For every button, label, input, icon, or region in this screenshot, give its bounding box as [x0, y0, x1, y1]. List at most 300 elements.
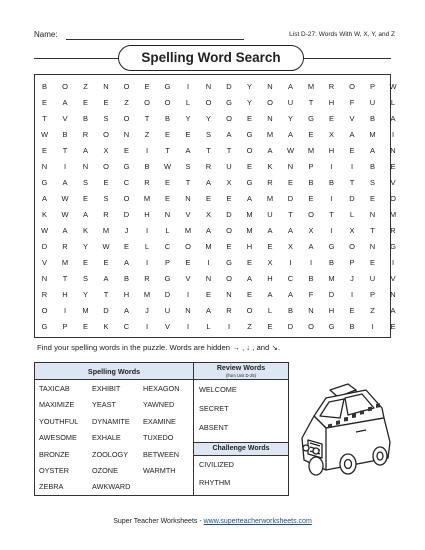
grid-letter[interactable]: X	[349, 226, 355, 235]
grid-letter[interactable]: R	[328, 82, 335, 91]
grid-letter[interactable]: B	[62, 130, 68, 139]
grid-letter[interactable]: S	[103, 194, 109, 203]
grid-letter[interactable]: V	[349, 114, 355, 123]
grid-letter[interactable]: B	[287, 306, 293, 315]
grid-letter[interactable]: O	[123, 82, 130, 91]
grid-letter[interactable]: O	[123, 114, 130, 123]
grid-letter[interactable]: D	[164, 290, 171, 299]
grid-letter[interactable]: Y	[185, 114, 191, 123]
grid-letter[interactable]: E	[246, 258, 252, 267]
grid-letter[interactable]: X	[267, 258, 273, 267]
grid-letter[interactable]: D	[349, 194, 355, 203]
grid-letter[interactable]: D	[226, 210, 232, 219]
grid-letter[interactable]: Y	[205, 114, 211, 123]
grid-letter[interactable]: R	[267, 178, 273, 187]
grid-letter[interactable]: N	[185, 194, 191, 203]
grid-letter[interactable]: I	[145, 226, 149, 235]
grid-letter[interactable]: H	[246, 242, 253, 251]
grid-letter[interactable]: I	[330, 226, 333, 235]
grid-letter[interactable]: E	[103, 98, 109, 107]
grid-letter[interactable]: A	[62, 98, 68, 107]
grid-letter[interactable]: R	[226, 306, 232, 315]
grid-letter[interactable]: I	[145, 146, 149, 155]
grid-letter[interactable]: E	[308, 194, 314, 203]
grid-letter[interactable]: N	[390, 146, 396, 155]
grid-letter[interactable]: O	[164, 98, 171, 107]
grid-letter[interactable]: E	[185, 130, 191, 139]
grid-letter[interactable]: R	[41, 290, 48, 299]
grid-letter[interactable]: N	[267, 82, 273, 91]
grid-letter[interactable]: D	[226, 82, 232, 91]
spelling-word: OZONE	[92, 466, 118, 475]
grid-letter[interactable]: X	[205, 210, 211, 219]
grid-letter[interactable]: V	[164, 322, 170, 331]
grid-letter[interactable]: L	[206, 322, 211, 331]
grid-letter[interactable]: N	[103, 82, 109, 91]
grid-letter[interactable]: A	[205, 226, 211, 235]
grid-letter[interactable]: N	[226, 290, 232, 299]
grid-letter[interactable]: I	[330, 194, 333, 203]
grid-letter[interactable]: D	[287, 322, 294, 331]
grid-letter[interactable]: B	[123, 274, 129, 283]
grid-letter[interactable]: S	[369, 178, 375, 187]
grid-letter[interactable]: W	[61, 194, 69, 203]
grid-letter[interactable]: O	[205, 98, 212, 107]
grid-letter[interactable]: O	[308, 210, 314, 219]
grid-letter[interactable]: T	[329, 210, 334, 219]
grid-letter[interactable]: O	[349, 242, 355, 251]
grid-letter[interactable]: N	[369, 242, 376, 251]
grid-letter[interactable]: O	[308, 322, 314, 331]
grid-letter[interactable]: O	[349, 82, 355, 91]
grid-letter[interactable]: A	[287, 82, 293, 91]
grid-letter[interactable]: E	[41, 98, 47, 107]
grid-letter[interactable]: M	[143, 290, 151, 299]
grid-letter[interactable]: I	[350, 290, 354, 299]
grid-letter[interactable]: A	[369, 146, 375, 155]
grid-letter[interactable]: L	[165, 226, 170, 235]
name-line[interactable]	[66, 39, 244, 40]
grid-letter[interactable]: E	[246, 162, 252, 171]
grid-letter[interactable]: T	[226, 146, 232, 155]
grid-letter[interactable]: E	[267, 242, 273, 251]
grid-letter[interactable]: S	[82, 274, 88, 283]
grid-letter[interactable]: E	[267, 322, 273, 331]
grid-letter[interactable]: S	[205, 130, 211, 139]
grid-letter[interactable]: G	[328, 242, 335, 251]
grid-letter[interactable]: D	[287, 194, 294, 203]
grid-letter[interactable]: Z	[83, 82, 88, 91]
grid-letter[interactable]: M	[369, 130, 376, 139]
grid-letter[interactable]: M	[266, 130, 274, 139]
grid-letter[interactable]: N	[369, 210, 376, 219]
grid-letter[interactable]: O	[103, 162, 109, 171]
grid-row	[35, 175, 396, 191]
grid-letter[interactable]: E	[82, 98, 88, 107]
grid-letter[interactable]: N	[185, 306, 191, 315]
grid-letter[interactable]: O	[246, 146, 253, 155]
grid-letter[interactable]: K	[41, 210, 47, 219]
grid-letter[interactable]: E	[164, 194, 170, 203]
grid-letter[interactable]: G	[226, 258, 232, 267]
grid-letter[interactable]: O	[185, 242, 191, 251]
grid-letter[interactable]: M	[82, 306, 89, 315]
grid-letter[interactable]: V	[41, 258, 47, 267]
grid-letter[interactable]: Y	[287, 114, 293, 123]
grid-letter[interactable]: B	[82, 114, 88, 123]
grid-letter[interactable]: G	[390, 242, 396, 251]
grid-letter[interactable]: R	[205, 162, 212, 171]
grid-letter[interactable]: L	[185, 98, 191, 107]
grid-letter[interactable]: M	[246, 210, 253, 219]
grid-letter[interactable]: E	[164, 178, 170, 187]
grid-letter[interactable]: H	[328, 306, 335, 315]
grid-letter[interactable]: B	[349, 322, 355, 331]
grid-letter[interactable]: O	[267, 98, 273, 107]
grid-letter[interactable]: T	[42, 114, 47, 123]
grid-letter[interactable]: P	[308, 162, 314, 171]
grid-letter[interactable]: O	[41, 306, 48, 315]
grid-letter[interactable]: E	[82, 322, 88, 331]
grid-letter[interactable]: I	[186, 290, 190, 299]
grid-letter[interactable]: B	[328, 258, 334, 267]
grid-letter[interactable]: J	[350, 274, 354, 283]
grid-letter[interactable]: B	[328, 178, 334, 187]
page-title: Spelling Word Search	[118, 45, 304, 71]
grid-letter[interactable]: E	[369, 194, 375, 203]
grid-letter[interactable]: E	[123, 242, 129, 251]
grid-letter[interactable]: A	[287, 130, 293, 139]
grid-letter[interactable]: G	[41, 178, 48, 187]
grid-letter[interactable]: I	[350, 162, 354, 171]
grid-letter[interactable]: E	[246, 114, 252, 123]
grid-letter[interactable]: V	[390, 178, 396, 187]
grid-letter[interactable]: E	[390, 162, 396, 171]
grid-letter[interactable]: O	[144, 98, 150, 107]
grid-letter[interactable]: V	[62, 114, 68, 123]
grid-letter[interactable]: H	[123, 290, 130, 299]
grid-letter[interactable]: J	[145, 306, 149, 315]
grid-letter[interactable]: K	[82, 226, 88, 235]
grid-letter[interactable]: A	[267, 146, 273, 155]
grid-letter[interactable]: D	[328, 290, 335, 299]
grid-letter[interactable]: I	[289, 258, 292, 267]
grid-letter[interactable]: E	[205, 194, 211, 203]
grid-letter[interactable]: H	[328, 98, 335, 107]
grid-letter[interactable]: I	[207, 258, 210, 267]
grid-letter[interactable]: T	[185, 178, 191, 187]
grid-letter[interactable]: J	[124, 226, 129, 235]
grid-letter[interactable]: R	[62, 242, 68, 251]
grid-letter[interactable]: C	[164, 242, 171, 251]
grid-letter[interactable]: G	[226, 98, 232, 107]
grid-letter[interactable]: E	[82, 194, 88, 203]
grid-letter[interactable]: X	[287, 242, 293, 251]
grid-letter[interactable]: C	[123, 322, 130, 331]
grid-letter[interactable]: Z	[247, 322, 252, 331]
grid-letter[interactable]: G	[246, 130, 253, 139]
grid-letter[interactable]: A	[287, 290, 293, 299]
grid-letter[interactable]: A	[41, 194, 47, 203]
grid-row	[35, 111, 396, 127]
grid-letter[interactable]: E	[226, 242, 232, 251]
grid-letter[interactable]: A	[82, 210, 88, 219]
grid-letter[interactable]: E	[41, 146, 47, 155]
grid-letter[interactable]: A	[205, 306, 211, 315]
grid-letter[interactable]: M	[328, 274, 335, 283]
grid-letter[interactable]: M	[307, 82, 315, 91]
grid-letter[interactable]: C	[287, 274, 294, 283]
grid-letter[interactable]: B	[41, 82, 47, 91]
grid-letter[interactable]: E	[349, 146, 355, 155]
grid-letter[interactable]: T	[144, 114, 150, 123]
grid-letter[interactable]: H	[62, 290, 68, 299]
grid-letter[interactable]: I	[186, 322, 190, 331]
grid-letter[interactable]: A	[287, 226, 293, 235]
grid-letter[interactable]: B	[164, 114, 170, 123]
grid-letter[interactable]: P	[369, 290, 375, 299]
word-search-grid	[34, 74, 397, 338]
grid-letter[interactable]: E	[123, 146, 129, 155]
grid-letter[interactable]: M	[184, 226, 192, 235]
spelling-word: YEAST	[92, 400, 116, 410]
grid-letter[interactable]: S	[82, 178, 88, 187]
grid-row	[35, 223, 396, 239]
grid-letter[interactable]: I	[330, 162, 333, 171]
grid-letter[interactable]: B	[308, 178, 314, 187]
grid-letter[interactable]: O	[226, 274, 232, 283]
grid-letter[interactable]: A	[267, 226, 273, 235]
grid-letter[interactable]: S	[185, 162, 191, 171]
grid-letter[interactable]: M	[246, 226, 253, 235]
grid-letter[interactable]: V	[185, 274, 191, 283]
grid-letter[interactable]: T	[62, 274, 68, 283]
grid-letter[interactable]: E	[82, 258, 88, 267]
grid-letter[interactable]: O	[390, 194, 396, 203]
grid-letter[interactable]: A	[62, 226, 68, 235]
grid-letter[interactable]: F	[349, 98, 355, 107]
grid-letter[interactable]: N	[267, 114, 273, 123]
grid-letter[interactable]: Y	[246, 98, 252, 107]
grid-letter[interactable]: W	[389, 82, 397, 91]
grid-letter[interactable]: U	[369, 98, 376, 107]
grid-letter[interactable]: E	[390, 322, 396, 331]
grid-letter[interactable]: N	[287, 162, 294, 171]
grid-letter[interactable]: N	[123, 130, 130, 139]
grid-letter[interactable]: M	[266, 194, 274, 203]
grid-letter[interactable]: T	[165, 146, 170, 155]
grid-letter[interactable]: H	[267, 274, 273, 283]
grid-letter[interactable]: G	[308, 114, 314, 123]
grid-letter[interactable]: E	[349, 306, 355, 315]
grid-letter[interactable]: T	[103, 290, 109, 299]
grid-letter[interactable]: A	[246, 274, 252, 283]
grid-letter[interactable]: T	[349, 178, 355, 187]
grid-letter[interactable]: Y	[82, 290, 88, 299]
footer-link[interactable]: www.superteacherworksheets.com	[203, 518, 312, 525]
grid-letter[interactable]: U	[226, 162, 232, 171]
grid-letter[interactable]: I	[145, 258, 149, 267]
grid-letter[interactable]: R	[144, 274, 150, 283]
grid-letter[interactable]: S	[103, 114, 109, 123]
grid-letter[interactable]: I	[391, 130, 395, 139]
grid-letter[interactable]: N	[205, 274, 212, 283]
grid-letter[interactable]: I	[309, 258, 313, 267]
grid-letter[interactable]: A	[123, 306, 129, 315]
grid-letter[interactable]: M	[307, 146, 315, 155]
grid-letter[interactable]: W	[286, 146, 295, 155]
grid-letter[interactable]: Y	[82, 242, 88, 251]
grid-letter[interactable]: A	[390, 306, 396, 315]
grid-letter[interactable]: N	[390, 290, 396, 299]
grid-letter[interactable]: U	[369, 274, 376, 283]
grid-letter[interactable]: O	[246, 306, 253, 315]
grid-letter[interactable]: T	[288, 210, 293, 219]
grid-letter[interactable]: M	[205, 242, 212, 251]
grid-letter[interactable]: N	[82, 162, 89, 171]
grid-letter[interactable]: T	[62, 146, 68, 155]
grid-letter[interactable]: B	[369, 114, 375, 123]
grid-letter[interactable]: A	[267, 290, 273, 299]
grid-letter[interactable]: F	[308, 290, 314, 299]
grid-letter[interactable]: M	[389, 210, 397, 219]
grid-letter[interactable]: T	[308, 98, 314, 107]
grid-letter[interactable]: A	[205, 178, 211, 187]
grid-letter[interactable]: G	[246, 178, 253, 187]
grid-letter[interactable]: N	[164, 210, 171, 219]
grid-letter[interactable]: D	[103, 306, 109, 315]
grid-letter[interactable]: L	[267, 306, 273, 315]
grid-letter[interactable]: E	[287, 178, 293, 187]
grid-letter[interactable]: G	[123, 162, 130, 171]
grid-letter[interactable]: R	[82, 130, 89, 139]
grid-letter[interactable]: H	[328, 146, 335, 155]
grid-letter[interactable]: W	[163, 162, 172, 171]
grid-letter[interactable]: E	[164, 130, 170, 139]
grid-letter[interactable]: Z	[124, 98, 129, 107]
grid-letter[interactable]: E	[369, 258, 375, 267]
grid-letter[interactable]: D	[41, 242, 48, 251]
grid-letter[interactable]: N	[41, 274, 48, 283]
grid-letter[interactable]: T	[206, 146, 211, 155]
grid-letter[interactable]: P	[62, 322, 68, 331]
grid-letter[interactable]: I	[227, 322, 231, 331]
grid-letter[interactable]: N	[205, 82, 212, 91]
grid-letter[interactable]: I	[391, 258, 395, 267]
grid-letter[interactable]: L	[349, 210, 355, 219]
grid-letter[interactable]: N	[308, 306, 314, 315]
grid-letter[interactable]: Z	[370, 306, 375, 315]
grid-letter[interactable]: L	[144, 242, 150, 251]
grid-letter[interactable]: I	[63, 162, 67, 171]
grid-letter[interactable]: V	[390, 274, 396, 283]
grid-letter[interactable]: L	[390, 98, 396, 107]
grid-letter[interactable]: A	[390, 114, 396, 123]
grid-letter[interactable]: Z	[144, 130, 150, 139]
grid-letter[interactable]: U	[164, 306, 171, 315]
grid-letter[interactable]: T	[370, 226, 375, 235]
grid-letter[interactable]: C	[123, 178, 130, 187]
grid-letter[interactable]: B	[308, 274, 314, 283]
grid-letter[interactable]: U	[267, 210, 273, 219]
grid-letter[interactable]: X	[308, 226, 314, 235]
grid-letter[interactable]: M	[143, 194, 151, 203]
grid-letter[interactable]: E	[144, 82, 150, 91]
grid-letter[interactable]: O	[123, 194, 130, 203]
grid-letter[interactable]: G	[164, 82, 171, 91]
grid-letter[interactable]: X	[328, 130, 334, 139]
grid-letter[interactable]: R	[144, 178, 150, 187]
grid-letter[interactable]: A	[62, 178, 68, 187]
grid-letter[interactable]: E	[246, 290, 252, 299]
grid-letter[interactable]: B	[369, 162, 375, 171]
grid-letter[interactable]: A	[123, 258, 129, 267]
grid-letter[interactable]: G	[328, 322, 335, 331]
grid-letter[interactable]: G	[164, 274, 171, 283]
grid-letter[interactable]: H	[144, 210, 150, 219]
grid-letter[interactable]: G	[41, 322, 48, 331]
grid-letter[interactable]: O	[62, 82, 68, 91]
grid-letter[interactable]: N	[41, 162, 48, 171]
grid-letter[interactable]: X	[103, 146, 109, 155]
grid-row	[35, 287, 396, 303]
grid-letter[interactable]: A	[349, 130, 355, 139]
grid-letter[interactable]: M	[61, 258, 69, 267]
grid-letter[interactable]: A	[82, 146, 88, 155]
grid-letter[interactable]: A	[246, 194, 252, 203]
grid-letter[interactable]: E	[226, 194, 232, 203]
grid-letter[interactable]: K	[103, 322, 109, 331]
grid-letter[interactable]: D	[123, 210, 130, 219]
grid-letter[interactable]: R	[390, 226, 396, 235]
grid-letter[interactable]: W	[40, 226, 49, 235]
grid-letter[interactable]: I	[371, 322, 374, 331]
grid-letter[interactable]: W	[102, 242, 110, 251]
grid-letter[interactable]: B	[144, 162, 150, 171]
grid-letter[interactable]: R	[103, 210, 109, 219]
grid-letter[interactable]: P	[164, 258, 170, 267]
grid-letter[interactable]: I	[186, 82, 190, 91]
grid-letter[interactable]: Y	[246, 82, 252, 91]
grid-letter[interactable]: A	[103, 274, 109, 283]
grid-letter[interactable]: K	[267, 162, 273, 171]
grid-row	[35, 159, 396, 175]
grid-letter[interactable]: W	[61, 210, 69, 219]
grid-letter[interactable]: E	[205, 290, 211, 299]
grid-letter[interactable]: P	[369, 82, 375, 91]
grid-letter[interactable]: P	[349, 258, 355, 267]
grid-letter[interactable]: E	[185, 258, 191, 267]
grid-letter[interactable]: O	[226, 114, 232, 123]
grid-letter[interactable]: A	[308, 242, 314, 251]
grid-letter[interactable]: I	[145, 322, 149, 331]
grid-letter[interactable]: I	[63, 306, 67, 315]
grid-letter[interactable]: E	[308, 130, 314, 139]
grid-letter[interactable]: V	[185, 210, 191, 219]
grid-letter[interactable]: O	[103, 130, 109, 139]
grid-letter[interactable]: E	[328, 114, 334, 123]
grid-letter[interactable]: U	[287, 98, 294, 107]
grid-letter[interactable]: X	[226, 178, 232, 187]
grid-letter[interactable]: W	[40, 130, 49, 139]
grid-letter[interactable]: A	[185, 146, 191, 155]
grid-letter[interactable]: O	[226, 226, 232, 235]
grid-letter[interactable]: A	[226, 130, 232, 139]
grid-letter[interactable]: E	[103, 258, 109, 267]
instructions: Find your spelling words in the puzzle. Words are hidden → , ↓ , and ↘.	[37, 343, 281, 352]
grid-letter[interactable]: M	[102, 226, 110, 235]
grid-letter[interactable]: E	[103, 178, 109, 187]
